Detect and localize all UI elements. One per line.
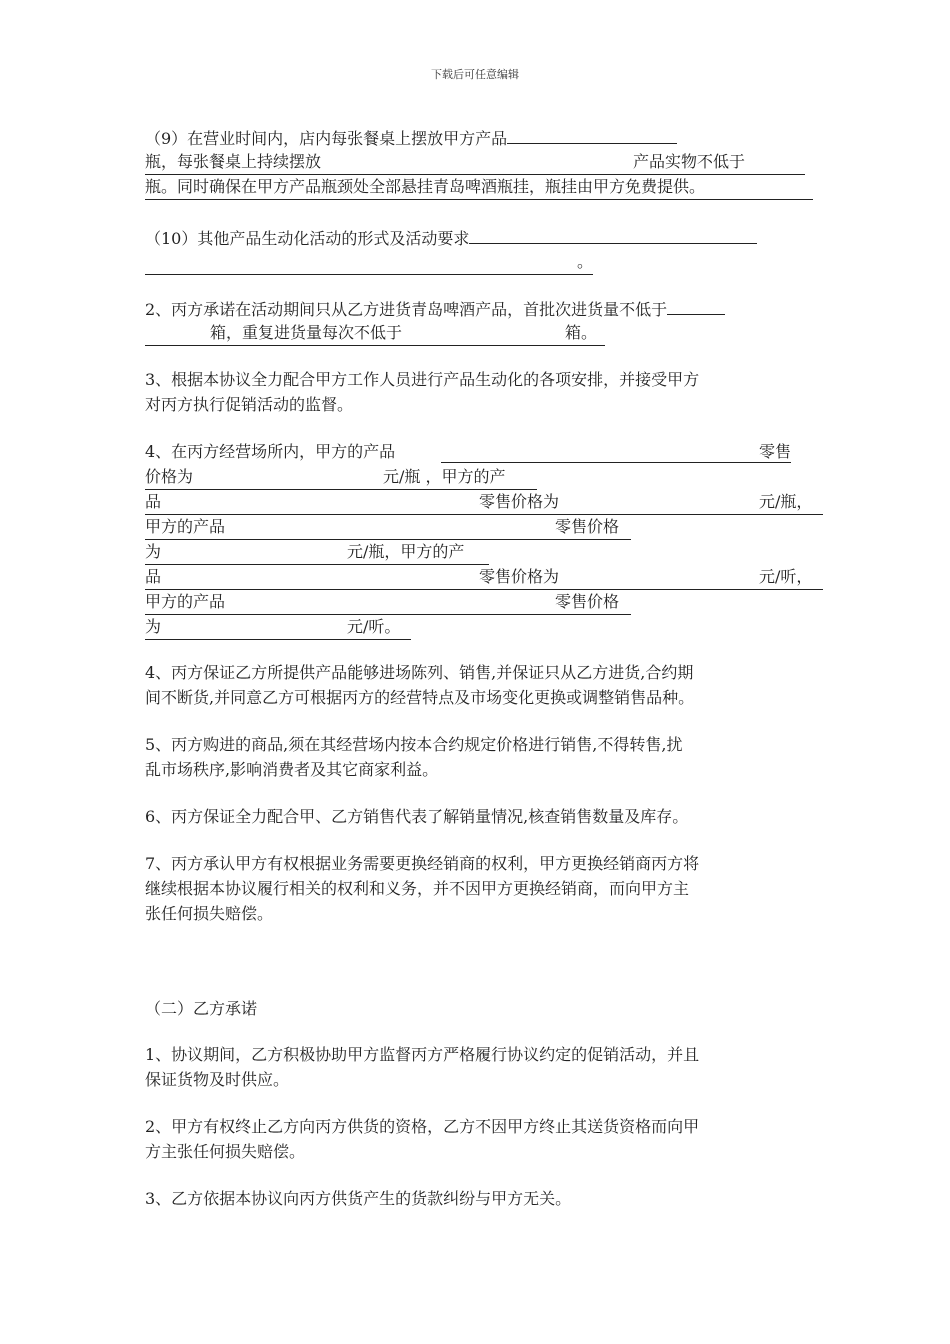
party-b-clause3-line1: 3、乙方依据本协议向丙方供货产生的货款纠纷与甲方无关。 xyxy=(145,1189,572,1208)
clause4a-line8-text-b: 元/听。 xyxy=(347,617,401,636)
blank-field xyxy=(469,225,757,244)
clause5-line2: 乱市场秩序,影响消费者及其它商家利益。 xyxy=(145,760,439,779)
item9-line3 xyxy=(145,175,813,200)
clause4b-line2: 间不断货,并同意乙方可根据丙方的经营特点及市场变化更换或调整销售品种。 xyxy=(145,688,695,707)
clause4a-line7-text-b: 零售价格 xyxy=(555,592,620,611)
clause4a-line6-text-c: 元/听， xyxy=(759,567,813,586)
party-b-clause2-line2: 方主张任何损失赔偿。 xyxy=(145,1142,306,1161)
clause4a-line4-text-a: 甲方的产品 xyxy=(145,517,226,536)
item9-line3-text: 瓶。同时确保在甲方产品瓶颈处全部悬挂青岛啤酒瓶挂，瓶挂由甲方免费提供。 xyxy=(145,177,706,196)
clause2-line2-text-a: 箱，重复进货量每次不低于 xyxy=(210,323,403,342)
clause3-line1: 3、根据本协议全力配合甲方工作人员进行产品生动化的各项安排，并接受甲方 xyxy=(145,370,700,389)
item10-line1 xyxy=(145,225,813,249)
clause4a-line3 xyxy=(145,490,823,515)
clause4a-line7-text-a: 甲方的产品 xyxy=(145,592,226,611)
clause2-line2-text-b: 箱。 xyxy=(565,323,598,342)
item9-line1-text: （9）在营业时间内，店内每张餐桌上摆放甲方产品 xyxy=(145,129,508,148)
clause7-line3: 张任何损失赔偿。 xyxy=(145,904,274,923)
item10-line2-end: 。 xyxy=(577,252,594,271)
clause4a-line4 xyxy=(145,515,631,540)
clause2-line1-text: 2、丙方承诺在活动期间只从乙方进货青岛啤酒产品，首批次进货量不低于 xyxy=(145,300,668,319)
clause4a-line6-text-b: 零售价格为 xyxy=(479,567,560,586)
clause4a-line3-text-c: 元/瓶， xyxy=(759,492,813,511)
section-title-party-b: （二）乙方承诺 xyxy=(145,999,258,1018)
clause4a-line6 xyxy=(145,565,823,590)
clause7-line1: 7、丙方承认甲方有权根据业务需要更换经销商的权利，甲方更换经销商丙方将 xyxy=(145,854,700,873)
clause4a-line6-text-a: 品 xyxy=(145,567,162,586)
page-header-note: 下载后可任意编辑 xyxy=(431,68,519,81)
clause4a-line8-text-a: 为 xyxy=(145,617,162,636)
blank-field xyxy=(667,296,725,315)
clause4a-line1-text-a: 4、在丙方经营场所内，甲方的产品 xyxy=(145,442,396,461)
clause4a-line5 xyxy=(145,540,489,565)
clause4a-line1 xyxy=(145,440,795,464)
item10-line1-text: （10）其他产品生动化活动的形式及活动要求 xyxy=(145,229,470,248)
clause6-line1: 6、丙方保证全力配合甲、乙方销售代表了解销量情况,核查销售数量及库存。 xyxy=(145,807,689,826)
clause4a-line5-text-b: 元/瓶，甲方的产 xyxy=(347,542,465,561)
party-b-clause1-line2: 保证货物及时供应。 xyxy=(145,1070,290,1089)
blank-field xyxy=(507,125,677,144)
clause2-line1 xyxy=(145,296,825,320)
clause4a-line7 xyxy=(145,590,631,615)
item9-line1 xyxy=(145,125,755,149)
item9-line2 xyxy=(145,150,805,175)
clause4a-line2-text-b: 元/瓶 ，甲方的产 xyxy=(383,467,506,486)
clause4b-line1: 4、丙方保证乙方所提供产品能够进场陈列、销售,并保证只从乙方进货,合约期 xyxy=(145,663,694,682)
clause4a-line3-text-b: 零售价格为 xyxy=(479,492,560,511)
clause4a-line3-text-a: 品 xyxy=(145,492,162,511)
party-b-clause1-line1: 1、协议期间，乙方积极协助甲方监督丙方严格履行协议约定的促销活动，并且 xyxy=(145,1045,700,1064)
item10-line2 xyxy=(145,250,593,275)
item9-line2-text-a: 瓶，每张餐桌上持续摆放 xyxy=(145,152,322,171)
clause4a-line8 xyxy=(145,615,411,640)
clause4a-line1-text-b: 零售 xyxy=(759,442,792,461)
clause4a-line4-text-b: 零售价格 xyxy=(555,517,620,536)
blank-field xyxy=(441,440,759,463)
item9-line2-text-b: 产品实物不低于 xyxy=(633,152,746,171)
clause4a-line2-text-a: 价格为 xyxy=(145,467,194,486)
party-b-clause2-line1: 2、甲方有权终止乙方向丙方供货的资格，乙方不因甲方终止其送货资格而向甲 xyxy=(145,1117,700,1136)
clause4a-line5-text-a: 为 xyxy=(145,542,162,561)
clause7-line2: 继续根据本协议履行相关的权利和义务，并不因甲方更换经销商，而向甲方主 xyxy=(145,879,690,898)
clause4a-line2 xyxy=(145,465,537,490)
clause3-line2: 对丙方执行促销活动的监督。 xyxy=(145,395,354,414)
clause2-line2 xyxy=(145,321,605,346)
clause5-line1: 5、丙方购进的商品,须在其经营场内按本合约规定价格进行销售,不得转售,扰 xyxy=(145,735,683,754)
